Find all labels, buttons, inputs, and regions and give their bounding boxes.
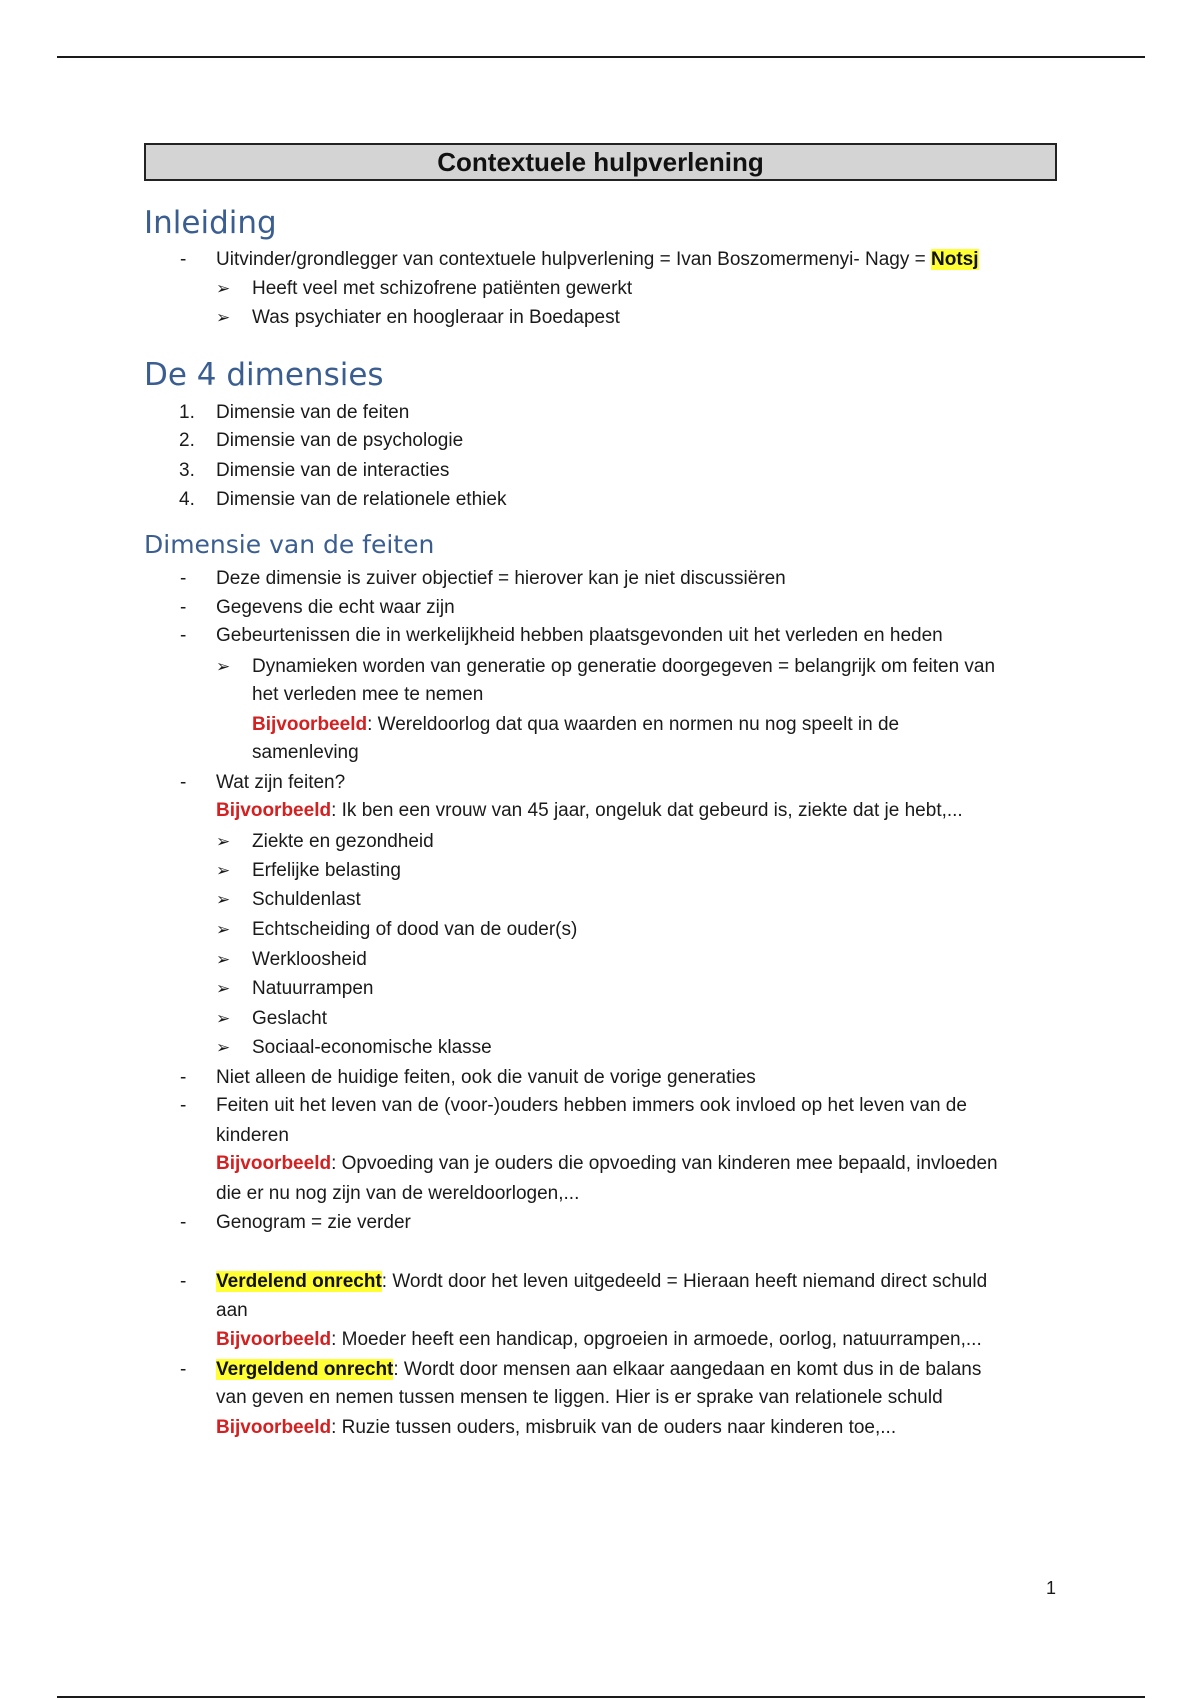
example-line: Bijvoorbeeld: Wereldoorlog dat qua waarden en normen nu nog speelt in de	[252, 714, 900, 735]
example-line: Bijvoorbeeld: Opvoeding van je ouders die opvoeding van kinderen mee bepaald, invloeden	[216, 1153, 998, 1174]
feit-item: Geslacht	[252, 1008, 327, 1029]
example-label: Bijvoorbeeld	[252, 714, 368, 735]
example-label: Bijvoorbeeld	[216, 800, 332, 821]
list-number: 1.	[179, 402, 195, 423]
arrow-bullet-icon: ➢	[216, 890, 231, 909]
feit-item: Echtscheiding of dood van de ouder(s)	[252, 919, 578, 940]
bullet-dash: -	[180, 1271, 187, 1292]
example-line: Bijvoorbeeld: Ruzie tussen ouders, misbruik van de ouders naar kinderen toe,...	[216, 1417, 897, 1438]
inleiding-item-1: Uitvinder/grondlegger van contextuele hulpverlening = Ivan Boszomermenyi- Nagy = Notsj	[216, 249, 979, 270]
verdelend-onrecht-line: Verdelend onrecht: Wordt door het leven uitgedeeld = Hieraan heeft niemand direct schuld	[216, 1271, 988, 1292]
arrow-bullet-icon: ➢	[216, 308, 231, 327]
feiten-bullet-cont: kinderen	[216, 1125, 289, 1146]
verdelend-onrecht-cont: aan	[216, 1300, 248, 1321]
list-number: 4.	[179, 489, 195, 510]
top-rule	[57, 56, 1145, 58]
feiten-sub-line: Dynamieken worden van generatie op generatie doorgegeven = belangrijk om feiten van	[252, 656, 996, 677]
feit-item: Werkloosheid	[252, 949, 367, 970]
feiten-bullet: Feiten uit het leven van de (voor-)ouders hebben immers ook invloed op het leven van de	[216, 1095, 967, 1116]
feit-item: Sociaal-economische klasse	[252, 1037, 492, 1058]
feiten-bullet: Wat zijn feiten?	[216, 772, 346, 793]
arrow-bullet-icon: ➢	[216, 979, 231, 998]
example-line: Bijvoorbeeld: Moeder heeft een handicap, opgroeien in armoede, oorlog, natuurrampen,...	[216, 1329, 982, 1350]
example-label: Bijvoorbeeld	[216, 1417, 332, 1438]
heading-feiten: Dimensie van de feiten	[144, 530, 435, 559]
feiten-bullet: Gebeurtenissen die in werkelijkheid hebben plaatsgevonden uit het verleden en heden	[216, 625, 943, 646]
example-label: Bijvoorbeeld	[216, 1153, 332, 1174]
feiten-bullet: Genogram = zie verder	[216, 1212, 411, 1233]
feit-item: Ziekte en gezondheid	[252, 831, 434, 852]
arrow-bullet-icon: ➢	[216, 279, 231, 298]
feiten-bullet: Gegevens die echt waar zijn	[216, 597, 455, 618]
vergeldend-onrecht-line: Vergeldend onrecht: Wordt door mensen aan elkaar aangedaan en komt dus in de balans	[216, 1359, 982, 1380]
feiten-bullet: Niet alleen de huidige feiten, ook die vanuit de vorige generaties	[216, 1067, 756, 1088]
arrow-bullet-icon: ➢	[216, 861, 231, 880]
feiten-sub-line: het verleden mee te nemen	[252, 684, 484, 705]
dimensie-item: Dimensie van de relationele ethiek	[216, 489, 507, 510]
list-number: 2.	[179, 430, 195, 451]
inleiding-sub-1: Heeft veel met schizofrene patiënten gewerkt	[252, 278, 633, 299]
bullet-dash: -	[180, 1212, 187, 1233]
arrow-bullet-icon: ➢	[216, 950, 231, 969]
bullet-dash: -	[180, 1359, 187, 1380]
highlight-term: Verdelend onrecht	[216, 1271, 382, 1292]
document-title: Contextuele hulpverlening	[437, 146, 764, 177]
highlight-notsj: Notsj	[931, 249, 979, 270]
vergeldend-onrecht-cont: van geven en nemen tussen mensen te liggen. Hier is er sprake van relationele schuld	[216, 1387, 943, 1408]
arrow-bullet-icon: ➢	[216, 657, 231, 676]
heading-dimensies: De 4 dimensies	[144, 357, 384, 393]
arrow-bullet-icon: ➢	[216, 1038, 231, 1057]
highlight-term: Vergeldend onrecht	[216, 1359, 394, 1380]
bullet-dash: -	[180, 1095, 187, 1116]
bullet-dash: -	[180, 568, 187, 589]
arrow-bullet-icon: ➢	[216, 920, 231, 939]
dimensie-item: Dimensie van de interacties	[216, 460, 450, 481]
bullet-dash: -	[180, 1067, 187, 1088]
inleiding-sub-2: Was psychiater en hoogleraar in Boedapest	[252, 307, 620, 328]
feit-item: Erfelijke belasting	[252, 860, 401, 881]
bottom-rule	[57, 1696, 1145, 1698]
example-line: Bijvoorbeeld: Ik ben een vrouw van 45 jaar, ongeluk dat gebeurd is, ziekte dat je hebt,...	[216, 800, 963, 821]
document-title-box	[144, 143, 1057, 181]
feiten-bullet: Deze dimensie is zuiver objectief = hierover kan je niet discussiëren	[216, 568, 786, 589]
example-label: Bijvoorbeeld	[216, 1329, 332, 1350]
list-number: 3.	[179, 460, 195, 481]
feit-item: Schuldenlast	[252, 889, 361, 910]
page-number: 1	[1046, 1578, 1057, 1598]
example-line: samenleving	[252, 742, 359, 763]
dimensie-item: Dimensie van de psychologie	[216, 430, 464, 451]
example-line: die er nu nog zijn van de wereldoorlogen,...	[216, 1183, 580, 1204]
heading-inleiding: Inleiding	[144, 205, 277, 241]
bullet-dash: -	[180, 772, 187, 793]
bullet-dash: -	[180, 625, 187, 646]
feit-item: Natuurrampen	[252, 978, 374, 999]
arrow-bullet-icon: ➢	[216, 832, 231, 851]
bullet-dash: -	[180, 597, 187, 618]
dimensie-item: Dimensie van de feiten	[216, 402, 410, 423]
arrow-bullet-icon: ➢	[216, 1009, 231, 1028]
bullet-dash: -	[180, 249, 187, 270]
